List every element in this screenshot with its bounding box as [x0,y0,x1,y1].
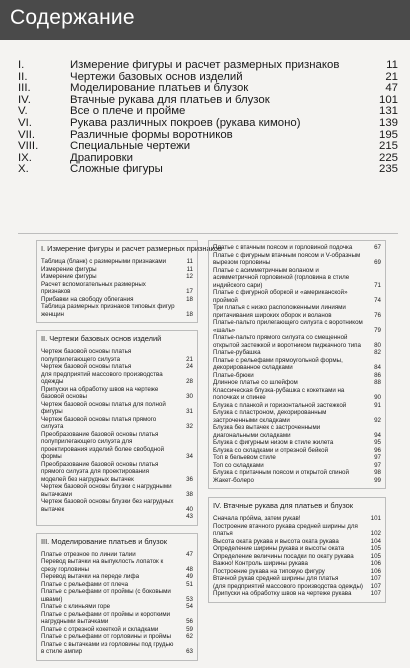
toc-entry[interactable] [41,431,193,461]
toc-entry-page: 62 [186,633,193,640]
toc-entry-page: 107 [370,582,381,590]
toc-entry-page: 98 [374,469,381,476]
toc-main-title: Различные формы воротников [70,128,233,141]
toc-entry-title: Прибавки на свободу облегания [41,295,134,303]
toc-entry-title: Преобразование базовой основы платья прямого силуэта для проектирования моделей без нагрудных вытачек [41,460,159,483]
toc-entry-title: Платье с вытачками из горловины под грудью в стиле ампир [41,640,174,655]
toc-entry-title: Топ в бельевом стиле [213,454,276,461]
toc-entry-title: Чертеж базовой основы блузки без нагрудных вытачек [41,498,174,513]
toc-entry-title: Платье с рельефами от проймы и короткими нагрудными вытачками [41,610,171,625]
toc-entry-page: 107 [370,575,381,582]
toc-entry[interactable] [41,386,193,401]
toc-entry-page: 56 [186,618,193,625]
toc-entry-title: Платье с фигурным втачным поясом и V-образным вырезом горловины [213,251,361,266]
toc-entry-page: 34 [186,453,193,460]
toc-entry[interactable] [41,626,193,634]
toc-entry[interactable] [41,461,193,484]
toc-entry[interactable] [213,583,381,591]
toc-main-row[interactable] [18,141,398,153]
toc-entry-title: Платье с рельефами прямоугольной формы, декорированное складками [213,356,343,371]
toc-entry-page: 67 [374,244,381,251]
toc-entry-title: Платье-брюки [213,371,254,379]
toc-entry-page: 31 [186,408,193,415]
toc-right-column [208,240,386,610]
toc-entry[interactable] [41,281,193,296]
toc-entry-title: Таблица размерных признаков типовых фигур женщин [41,303,175,318]
toc-entry-title: Платье с асимметричным воланом и асимметричной горловиной (горловина в стиле индийского сари) [213,266,350,289]
toc-main-title: Втачные рукава для платьев и блузок [70,93,270,106]
toc-entry-page: 51 [186,580,193,588]
toc-entry-page: 76 [374,311,381,319]
toc-entry-title: Чертеж базовой основы платья для полной фигуры [41,400,166,415]
toc-entry-page: 69 [374,259,381,266]
toc-entry-page: 63 [186,648,193,655]
toc-entry[interactable] [213,538,381,546]
toc-entry-page: 106 [370,567,381,575]
toc-main-title: Чертежи базовых основ изделий [70,70,243,83]
toc-entry[interactable] [213,469,381,477]
toc-entry-page: 48 [186,565,193,573]
page-title: Содержание [10,6,135,29]
toc-main-number: II. [18,70,28,83]
toc-entry-title: Платье-пальто прилегающего силуэта с воротником «шаль» [213,319,363,334]
toc-entry-title: Перевод вытачки на переде лифа [41,573,140,580]
toc-main-row[interactable] [18,118,398,130]
toc-entry-page: 106 [370,560,381,567]
toc-main-row[interactable] [18,164,398,176]
toc-entry[interactable] [213,289,381,304]
toc-entry-page: 74 [374,296,381,304]
toc-entry[interactable] [213,523,381,538]
toc-entry[interactable] [213,424,381,439]
toc-entry[interactable] [213,379,381,387]
toc-entry[interactable] [41,416,193,431]
toc-entry[interactable] [213,439,381,447]
toc-main-page: 139 [378,116,398,129]
toc-entry-title: Платье-рубашка [213,349,261,356]
toc-entry[interactable] [213,409,381,424]
toc-entry-page: 30 [186,393,193,400]
toc-entry[interactable] [213,334,381,349]
toc-entry[interactable] [41,603,193,611]
toc-entry[interactable] [213,349,381,357]
toc-left-column [36,240,222,668]
toc-entry-page: 99 [374,476,381,484]
toc-entry[interactable] [41,513,193,521]
toc-entry[interactable] [41,363,193,371]
toc-entry-page: 97 [374,461,381,469]
toc-entry-page: 97 [374,454,381,461]
toc-entry-title: Преобразование базовой основы платья полуприлегающего силуэта для проектирования изделий более свободной формы [41,430,165,460]
toc-entry[interactable] [213,590,381,598]
toc-entry-page: 104 [370,537,381,545]
toc-entry-page: 105 [370,545,381,552]
toc-entry[interactable] [41,483,193,498]
toc-section-title: IV. Втачные рукава для платьев и блузок [213,501,353,510]
toc-entry-title: Построение втачного рукава средней ширины для платья [213,522,358,537]
toc-entry[interactable] [41,633,193,641]
toc-entry-title: Перевод вытачки на выпуклость лопаток к срезу горловины [41,558,164,573]
toc-entry-page: 18 [186,310,193,318]
toc-entry-title: Платье отрезное по линии талии [41,550,136,558]
toc-entry[interactable] [41,303,193,318]
toc-entry-title: Блузка со складками и отрезной бейкой [213,446,329,454]
toc-entry-page: 53 [186,595,193,603]
toc-entry-page: 88 [374,379,381,386]
toc-entry[interactable] [41,371,193,386]
toc-entry-page: 107 [370,590,381,597]
toc-entry-page: 38 [186,490,193,498]
toc-entry[interactable] [41,573,193,581]
toc-main-number: VI. [18,116,32,129]
toc-entry[interactable] [41,266,193,274]
toc-entry-title: Жакет-болеро [213,476,254,484]
toc-entry-title: Важно! Контроль ширины рукава [213,560,308,567]
toc-entry-page: 90 [374,394,381,401]
toc-entry-title: Сначала прóйма, затем рукав! [213,515,301,522]
toc-entry[interactable] [213,454,381,462]
toc-main-number: X. [18,163,29,176]
toc-entry-page: 96 [374,446,381,454]
toc-entry[interactable] [213,515,381,523]
toc-entry-title: Платье с рельефами от горловины и проймы [41,633,171,640]
toc-entry[interactable] [213,319,381,334]
toc-entry-page: 59 [186,625,193,633]
toc-main-page: 47 [385,82,398,95]
toc-entry-title: Измерение фигуры [41,265,97,273]
toc-main-number: IV. [18,93,31,106]
toc-main-page: 215 [378,140,398,153]
toc-entry[interactable] [213,553,381,561]
toc-main-page: 11 [386,59,398,71]
toc-main-number: I. [18,59,25,71]
toc-entry-title: Классическая блузка-рубашка с кокетками на полочках и спинке [213,386,345,401]
toc-entry-title: Платье с клиньями горе [41,603,111,610]
toc-main-title: Моделирование платьев и блузок [70,82,249,95]
toc-entry[interactable] [41,348,193,363]
toc-entry[interactable] [213,462,381,470]
toc-entry-page: 47 [186,550,193,558]
toc-entry-title: Платье с втачным поясом и горловиной подочка [213,244,353,251]
toc-entry-page: 21 [186,355,193,363]
toc-main-title: Сложные фигуры [70,163,163,176]
toc-entry-page: 36 [186,475,193,483]
toc-entry[interactable] [41,641,193,656]
toc-entry-title: Чертеж базовой основы платья [41,363,132,370]
toc-entry-page: 95 [374,439,381,446]
toc-entry-page: 105 [370,552,381,560]
toc-entry[interactable] [41,273,193,281]
toc-entry[interactable] [213,545,381,553]
toc-entry-title: Блузка без вытачек с застроченными диагональными складками [213,424,321,439]
toc-entry-page: 11 [186,265,193,273]
toc-entry-title: Платье с рельефами от проймы (с боковыми швами) [41,588,171,603]
toc-main-page: 195 [378,128,398,141]
toc-section [36,240,222,323]
toc-entry-title: Припуски на обработку швов на чертеже базовой основы [41,385,159,400]
toc-entry[interactable] [41,558,193,573]
toc-entry-page: 91 [374,401,381,409]
toc-entry-title: Три платья с низко расположенными линиями притачивания широких оборок и воланов [213,304,346,319]
toc-entry[interactable] [213,244,381,252]
toc-entry-title: Таблица (бланк) с размерными признаками [41,258,167,265]
toc-main [18,60,398,176]
toc-entry-page: 32 [186,423,193,430]
toc-entry-title: Определение ширины рукава и высоты оката [213,545,345,552]
toc-entry-title: для предприятий массового производства одежды [41,370,163,385]
toc-main-number: V. [18,105,28,118]
toc-entry-page: 94 [374,431,381,439]
toc-main-number: VII. [18,128,36,141]
divider [18,233,398,234]
toc-entry-title: Припуски на обработку швов на чертеже рукава [213,590,352,597]
toc-section-continued [208,240,386,489]
toc-entry-page: 101 [370,515,381,522]
toc-main-page: 101 [378,93,398,106]
toc-entry[interactable] [41,401,193,416]
toc-entry-page: 79 [374,326,381,334]
toc-entry-page: 92 [374,416,381,424]
toc-entry-page: 71 [374,281,381,289]
toc-main-page: 131 [378,105,398,118]
toc-section [36,533,198,661]
toc-main-page: 225 [378,151,398,164]
toc-entry-title: Высота оката рукава и высота оката рукава [213,537,339,545]
toc-section-title: II. Чертежи базовых основ изделий [41,334,162,343]
toc-section [36,330,198,526]
toc-main-page: 21 [385,70,398,83]
toc-entry-title: Платье с отрезной кокеткой и складками [41,625,159,633]
toc-main-number: VIII. [18,140,39,153]
toc-section-title: I. Измерение фигуры и расчет размерных признаков [41,244,222,253]
toc-main-title: Драпировки [70,151,133,164]
toc-entry[interactable] [213,304,381,319]
toc-entry[interactable] [213,357,381,372]
toc-entry[interactable] [41,296,193,304]
toc-entry-page: 43 [186,513,193,520]
toc-entry[interactable] [41,551,193,559]
header-bar [0,0,410,40]
toc-entry-title: Платье с фигурной оборкой и «американской» проймой [213,289,348,304]
toc-entry-page: 54 [186,603,193,610]
toc-entry[interactable] [213,387,381,402]
toc-entry-page: 49 [186,573,193,580]
toc-entry-title: (для предприятий массового производства одежды) [213,582,363,590]
toc-entry[interactable] [41,588,193,603]
toc-entry-title: Блузка с пластроном, декорированным застроченными складками [213,409,327,424]
toc-entry[interactable] [213,560,381,568]
toc-entry-title: Чертеж базовой основы платья полуприлегающего силуэта [41,348,132,363]
toc-main-number: IX. [18,151,32,164]
toc-entry[interactable] [213,575,381,583]
toc-entry-title: Измерение фигуры [41,273,97,280]
toc-entry-title: Блузка с фигурным низом в стиле жилета [213,439,334,446]
toc-entry-page: 17 [186,288,193,295]
toc-main-title: Измерение фигуры и расчет размерных признаков [70,59,340,71]
toc-entry-title: Расчет вспомогательных размерных признаков [41,280,146,295]
toc-main-number: III. [18,82,31,95]
toc-entry-title: Блузка с планкой и горизонтальной застежкой [213,401,347,409]
toc-entry-page: 28 [186,378,193,385]
toc-main-title: Все о плече и пройме [70,105,186,118]
toc-entry-page: 102 [370,530,381,537]
toc-entry-title: Топ со складками [213,461,264,469]
toc-entry[interactable] [213,267,381,290]
toc-entry-title: Определение величины посадки по окату рукава [213,552,354,560]
toc-entry-page: 80 [374,341,381,349]
toc-entry-page: 40 [186,505,193,513]
toc-section [208,497,386,603]
toc-entry-title: Чертеж базовой основы блузки с нагрудными вытачками [41,483,172,498]
toc-entry-page: 84 [374,364,381,371]
toc-main-row[interactable] [18,60,398,72]
toc-main-title: Рукава различных покроев (рукава кимоно) [70,116,301,129]
toc-main-page: 235 [378,163,398,176]
toc-entry[interactable] [213,252,381,267]
toc-entry-title: Построение рукава на типовую фигуру [213,567,325,575]
toc-main-title: Специальные чертежи [70,140,191,153]
toc-entry-page: 18 [186,295,193,303]
toc-entry-title: Блузка с притачным поясом и открытой спиной [213,469,349,476]
toc-entry[interactable] [41,581,193,589]
toc-entry[interactable] [213,402,381,410]
toc-entry[interactable] [213,447,381,455]
toc-entry[interactable] [213,568,381,576]
toc-entry-title: Платье с рельефами от плеча [41,580,129,588]
toc-entry[interactable] [213,477,381,485]
toc-entry[interactable] [41,498,193,513]
toc-entry[interactable] [41,258,193,266]
toc-entry-title: Чертеж базовой основы платья прямого силуэта [41,415,157,430]
toc-section-title: III. Моделирование платьев и блузок [41,536,167,546]
toc-entry-page: 86 [374,371,381,379]
toc-entry[interactable] [213,372,381,380]
toc-entry-title: Длинное платье со шлейфом [213,379,298,386]
toc-entry-page: 24 [186,363,193,370]
toc-entry-title: Платье-пальто прямого силуэта со смещенной открытой застежкой и воротником пиджачного типа [213,334,361,349]
toc-entry[interactable] [41,611,193,626]
toc-entry-page: 82 [374,349,381,356]
toc-entry-page: 12 [186,273,193,280]
toc-entry-title: Втачной рукав средней ширины для платья [213,575,339,582]
toc-entry-page: 11 [186,258,193,265]
